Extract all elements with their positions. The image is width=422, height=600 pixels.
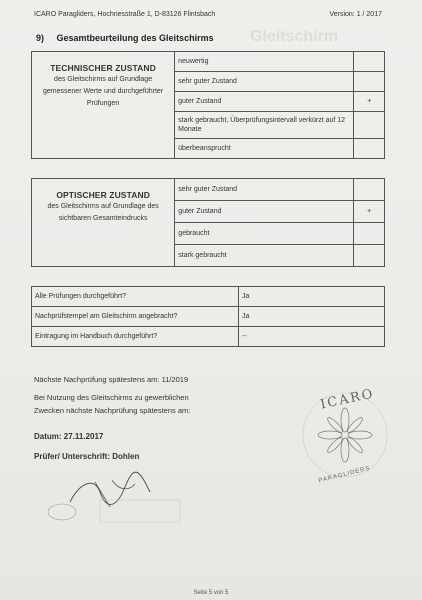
table-row-label: guter Zustand	[175, 92, 354, 112]
icaro-logo-sub: PARAGLIDERS	[318, 465, 372, 485]
table-row-answer: Ja	[239, 287, 385, 307]
table-row-label: sehr guter Zustand	[175, 179, 354, 201]
page-number: Seite 5 von 5	[193, 590, 229, 596]
table-row-mark: +	[354, 92, 385, 112]
section-number: 9)	[36, 33, 45, 43]
table-row-question: Eintragung im Handbuch durchgeführt?	[32, 327, 239, 347]
section-title	[36, 33, 214, 43]
date-text: Datum: 27.11.2017	[34, 432, 104, 441]
header-company: ICARO Paragliders, Hochriesstraße 1, D-83126 Flintsbach	[34, 11, 216, 18]
inspector-text: Prüfer/ Unterschrift: Dohlen	[34, 452, 140, 461]
table-row-label: stark gebraucht	[175, 245, 354, 267]
table-row-label: sehr guter Zustand	[175, 72, 354, 92]
table-row-question: Nachprüfstempel am Gleitschirm angebracht?	[32, 307, 239, 327]
table-row-label: neuwertig	[175, 52, 354, 72]
table-row-mark	[354, 72, 385, 92]
table-row-mark	[354, 112, 385, 139]
technical-condition-table	[31, 51, 385, 159]
bleed-through-text: Gleitschirm	[250, 28, 339, 45]
table-row-mark: +	[354, 201, 385, 223]
table-row-label: stark gebraucht, Überprüfungsintervall verkürzt auf 12 Monate	[175, 112, 354, 139]
table-row-mark	[354, 179, 385, 201]
table-row-mark	[354, 223, 385, 245]
table-row-label: überbeansprucht	[175, 139, 354, 159]
section-title-text: Gesamtbeurteilung des Gleitschirms	[56, 33, 214, 43]
optical-condition-header	[32, 179, 175, 267]
commercial-text-line1: Bei Nutzung des Gleitschirms zu gewerblichen	[34, 393, 189, 402]
next-check-text: Nächste Nachprüfung spätestens am: 11/2019	[34, 375, 189, 384]
table-row-answer: --	[239, 327, 385, 347]
technical-condition-title: TECHNISCHER ZUSTAND	[50, 63, 156, 73]
header-version: Version: 1 / 2017	[329, 11, 382, 18]
table-row-label: guter Zustand	[175, 201, 354, 223]
technical-condition-header	[32, 52, 175, 159]
optical-condition-desc: des Gleitschirms auf Grundlage des sichtbaren Gesamteindrucks	[47, 203, 159, 222]
table-row-mark	[354, 245, 385, 267]
table-row-label: gebraucht	[175, 223, 354, 245]
table-row-mark	[354, 139, 385, 159]
technical-condition-desc: des Gleitschirms auf Grundlage gemessener Werte und durchgeführter Prüfungen	[43, 76, 164, 107]
icaro-logo-brand: ICARO	[319, 386, 376, 413]
optical-condition-title: OPTISCHER ZUSTAND	[56, 190, 150, 200]
signature-stamp-image	[40, 462, 210, 532]
table-row-answer: Ja	[239, 307, 385, 327]
optical-condition-table	[31, 178, 385, 267]
checks-table	[31, 286, 385, 347]
commercial-text-line2: Zwecken nächste Nachprüfung spätestens am:	[34, 406, 191, 415]
table-row-mark	[354, 52, 385, 72]
table-row-question: Alle Prüfungen durchgeführt?	[32, 287, 239, 307]
